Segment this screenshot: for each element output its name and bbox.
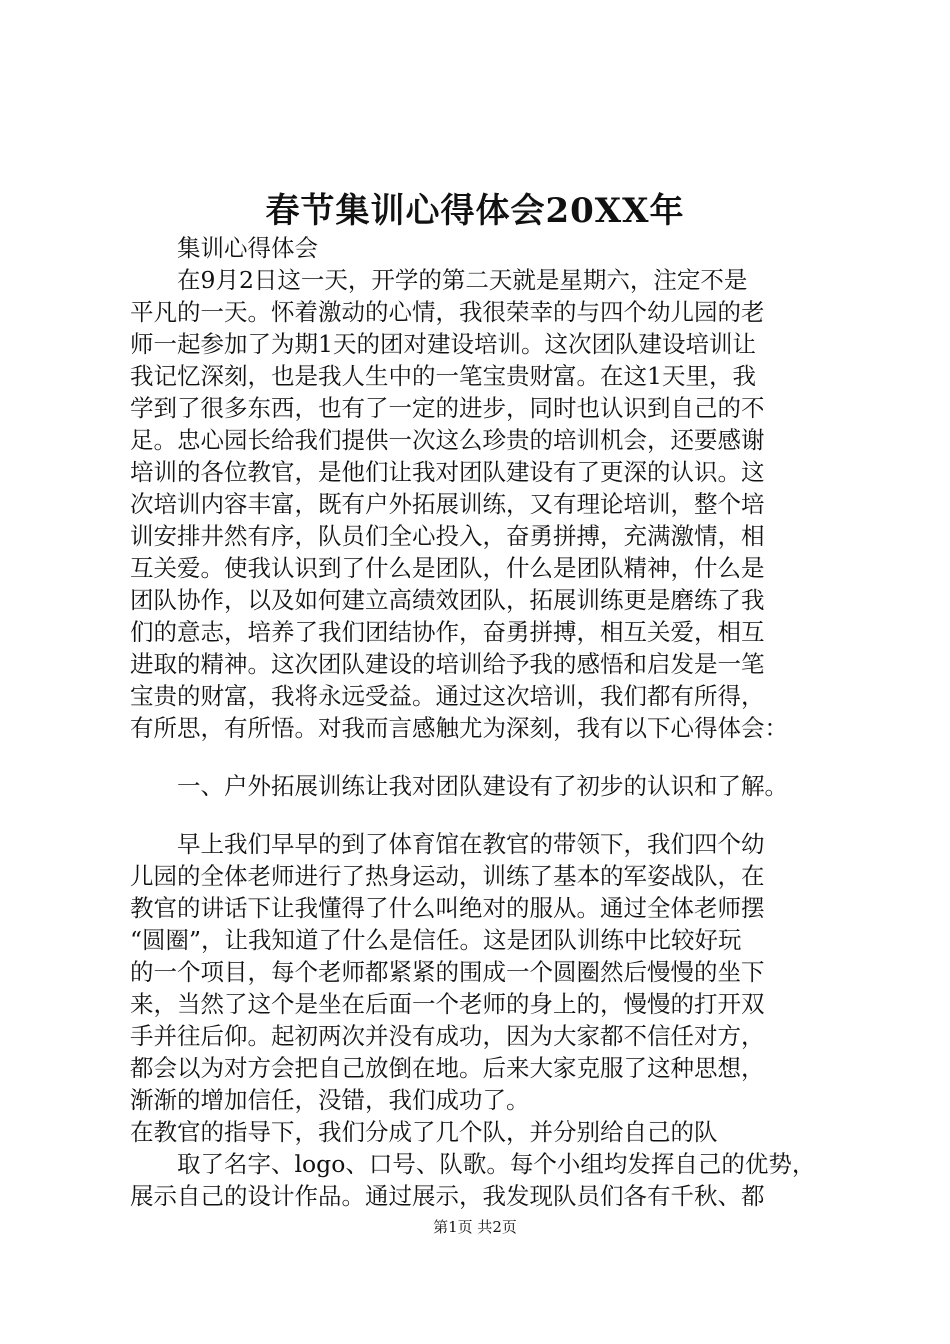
text-line: 都会以为对方会把自己放倒在地。后来大家克服了这种思想， (130, 1054, 765, 1082)
text-line: 师一起参加了为期1天的团对建设培训。这次团队建设培训让 (130, 330, 756, 358)
text-line: 互关爱。使我认识到了什么是团队，什么是团队精神，什么是 (130, 554, 765, 582)
text-line: 来，当然了这个是坐在后面一个老师的身上的，慢慢的打开双 (130, 990, 765, 1018)
text-line: 教官的讲话下让我懂得了什么叫绝对的服从。通过全体老师摆 (130, 894, 765, 922)
text-line: 进取的精神。这次团队建设的培训给予我的感悟和启发是一笔 (130, 650, 765, 678)
text-line: 次培训内容丰富，既有户外拓展训练，又有理论培训，整个培 (130, 490, 765, 518)
text-line: 儿园的全体老师进行了热身运动，训练了基本的军姿战队，在 (130, 862, 765, 890)
text-line: 在9月2日这一天，开学的第二天就是星期六，注定不是 (177, 266, 748, 294)
text-line: 足。忠心园长给我们提供一次这么珍贵的培训机会，还要感谢 (130, 426, 765, 454)
text-line: 学到了很多东西，也有了一定的进步，同时也认识到自己的不 (130, 394, 765, 422)
text-line: 有所思，有所悟。对我而言感触尤为深刻，我有以下心得体会： (130, 714, 788, 742)
text-line: 培训的各位教官，是他们让我对团队建设有了更深的认识。这 (130, 458, 765, 486)
text-line: 训安排井然有序，队员们全心投入，奋勇拼搏，充满激情，相 (130, 522, 765, 550)
text-line: 的一个项目，每个老师都紧紧的围成一个圆圈然后慢慢的坐下 (130, 958, 765, 986)
text-line: 渐渐的增加信任，没错，我们成功了。 (130, 1086, 530, 1114)
text-line: 取了名字、logo、口号、队歌。每个小组均发挥自己的优势， (177, 1150, 816, 1178)
text-line: 我记忆深刻，也是我人生中的一笔宝贵财富。在这1天里，我 (130, 362, 756, 390)
section-heading: 集训心得体会 (177, 234, 318, 262)
text-line: “圆圈”，让我知道了什么是信任。这是团队训练中比较好玩 (130, 926, 742, 954)
text-line: 在教官的指导下，我们分成了几个队，并分别给自己的队 (130, 1118, 718, 1146)
text-line: 平凡的一天。怀着激动的心情，我很荣幸的与四个幼儿园的老 (130, 298, 765, 326)
text-line: 早上我们早早的到了体育馆在教官的带领下，我们四个幼 (177, 830, 765, 858)
section-heading: 一、户外拓展训练让我对团队建设有了初步的认识和了解。 (177, 772, 788, 800)
text-line: 们的意志，培养了我们团结协作，奋勇拼搏，相互关爱，相互 (130, 618, 765, 646)
page-footer: 第1页 共2页 (433, 1218, 517, 1236)
document-title: 春节集训心得体会20XX年 (265, 191, 685, 231)
text-line: 展示自己的设计作品。通过展示，我发现队员们各有千秋、都 (130, 1182, 765, 1210)
text-line: 团队协作，以及如何建立高绩效团队，拓展训练更是磨练了我 (130, 586, 765, 614)
text-line: 宝贵的财富，我将永远受益。通过这次培训，我们都有所得， (130, 682, 765, 710)
document-body (130, 232, 835, 1212)
text-line: 手并往后仰。起初两次并没有成功，因为大家都不信任对方， (130, 1022, 765, 1050)
